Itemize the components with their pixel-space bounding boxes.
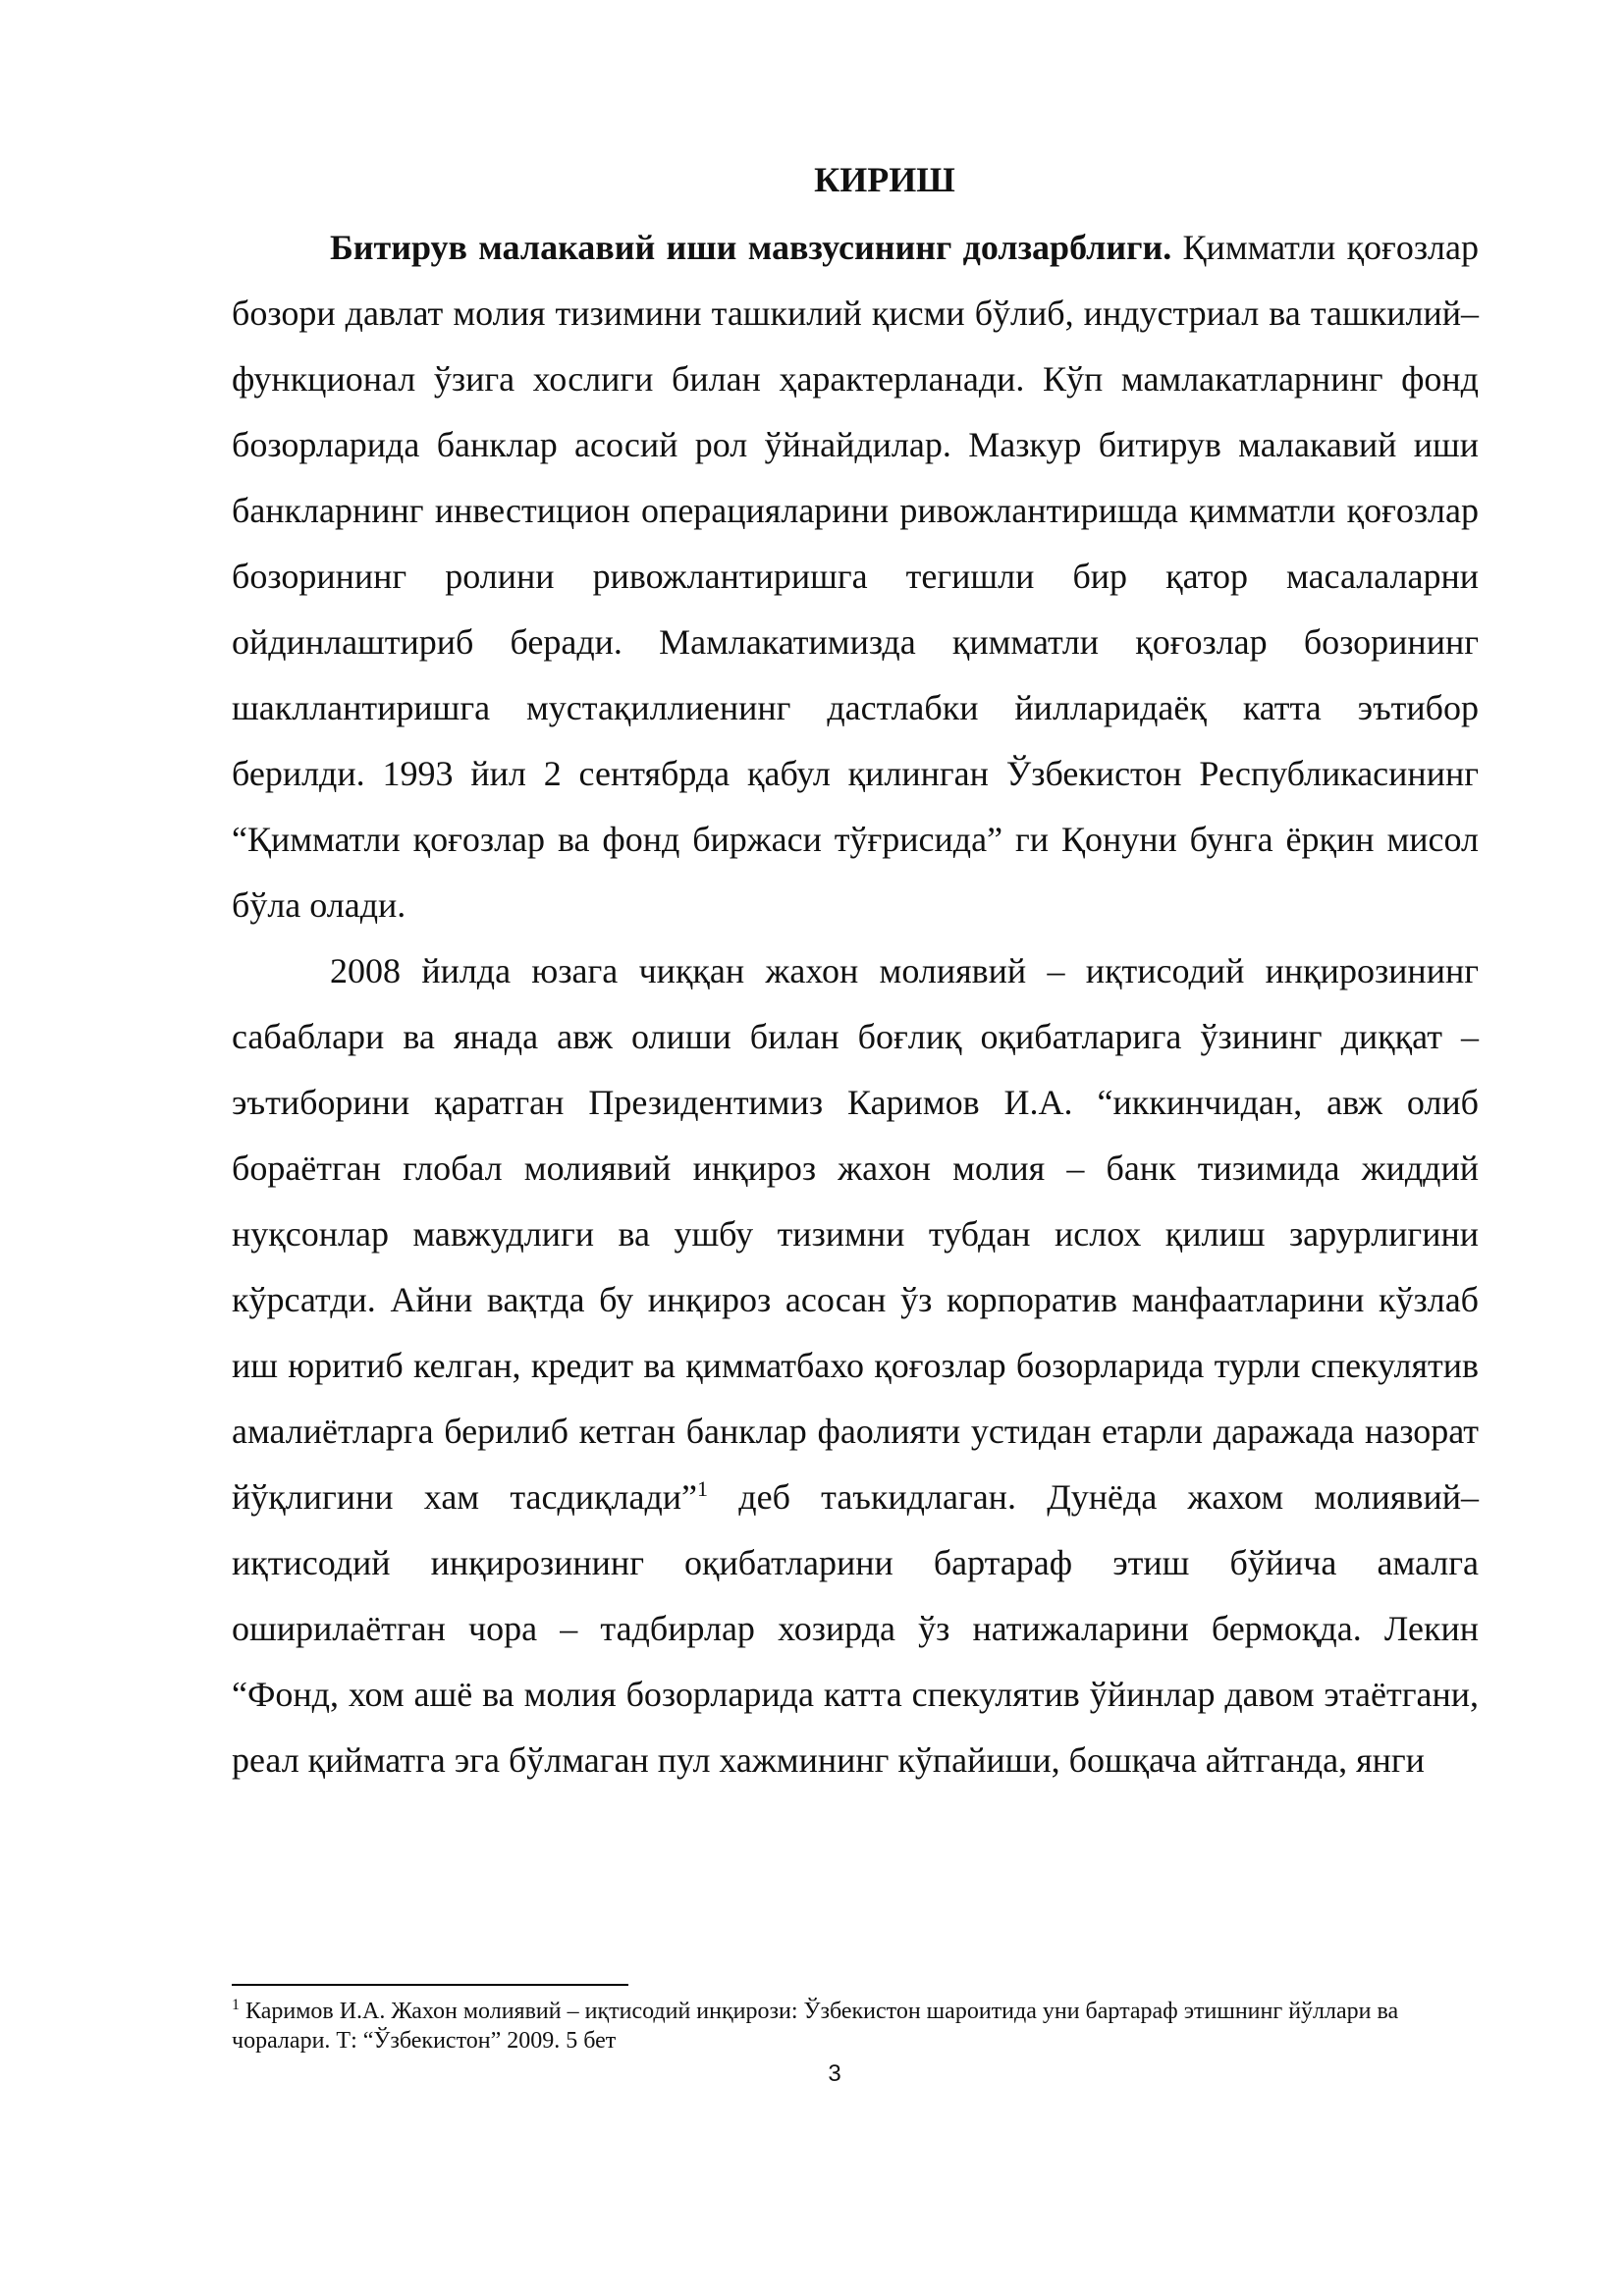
page-body	[232, 147, 1479, 1793]
section-title: КИРИШ	[814, 160, 955, 199]
footnote-text: Каримов И.А. Жахон молиявий – иқтисодий инқирози: Ўзбекистон шароитида уни бартараф этишнинг йўллари ва чоралари. Т: “Ўзбекистон” 2009. 5 бет	[232, 1999, 1399, 2054]
footnote-reference[interactable]: 1	[697, 1476, 709, 1501]
paragraph-text: Қимматли қоғозлар бозори давлат молия тизимини ташкилий қисми бўлиб, индустриал ва ташкилий–функционал ўзига хослиги билан ҳарактерланади. Кўп мамлакатларнинг фонд бозорларида банклар асосий рол ўйнайдилар. Мазкур битирув малакавий иши банкларнинг инвестицион операцияларини ривожлантиришда қимматли қоғозлар бозорининг ролини ривожлантиришга тегишли бир қатор масалаларни ойдинлаштириб беради. Мамлакатимизда қимматли қоғозлар бозорининг шакллантиришга мустақиллиенинг дастлабки йилларидаёқ катта эътибор берилди. 1993 йил 2 сентябрда қабул қилинган Ўзбекистон Республикасининг “Қимматли қоғозлар ва фонд биржаси тўғрисида” ги Қонуни бунга ёрқин мисол бўла олади.	[232, 228, 1479, 925]
footnote	[232, 1997, 1479, 2056]
paragraph-relevance	[232, 215, 1479, 938]
footnote-separator	[232, 1984, 628, 1986]
footnote-number: 1	[232, 1997, 240, 2013]
paragraph-text-after-ref: деб таъкидлаган. Дунёда жахом молиявий–иқтисодий инқирозининг оқибатларини бартараф этиш бўйича амалга оширилаётган чора – тадбирлар хозирда ўз натижаларини бермоқда. Лекин “Фонд, хом ашё ва молия бозорларида катта спекулятив ўйинлар давом этаётгани, реал қийматга эга бўлмаган пул хажмининг кўпайиши, бошқача айтганда, янги	[232, 1477, 1479, 1780]
paragraph-text-before-ref: 2008 йилда юзага чиққан жахон молиявий – иқтисодий инқирозининг сабаблари ва янада авж олиши билан боғлиқ оқибатларига ўзининг диққат – эътиборини қаратган Президентимиз Каримов И.А. “иккинчидан, авж олиб бораётган глобал молиявий инқироз жахон молия – банк тизимида жиддий нуқсонлар мавжудлиги ва ушбу тизимни тубдан ислох қилиш зарурлигини кўрсатди. Айни вақтда бу инқироз асосан ўз корпоратив манфаатларини кўзлаб иш юритиб келган, кредит ва қимматбахо қоғозлар бозорларида турли спекулятив амалиётларга берилиб кетган банклар фаолияти устидан етарли даражада назорат йўқлигини хам тасдиқлади”	[232, 951, 1479, 1517]
paragraph-lead-heading: Битирув малакавий иши мавзусининг долзарблиги.	[330, 228, 1172, 267]
paragraph-crisis	[232, 938, 1479, 1793]
page-number: 3	[828, 2060, 841, 2087]
